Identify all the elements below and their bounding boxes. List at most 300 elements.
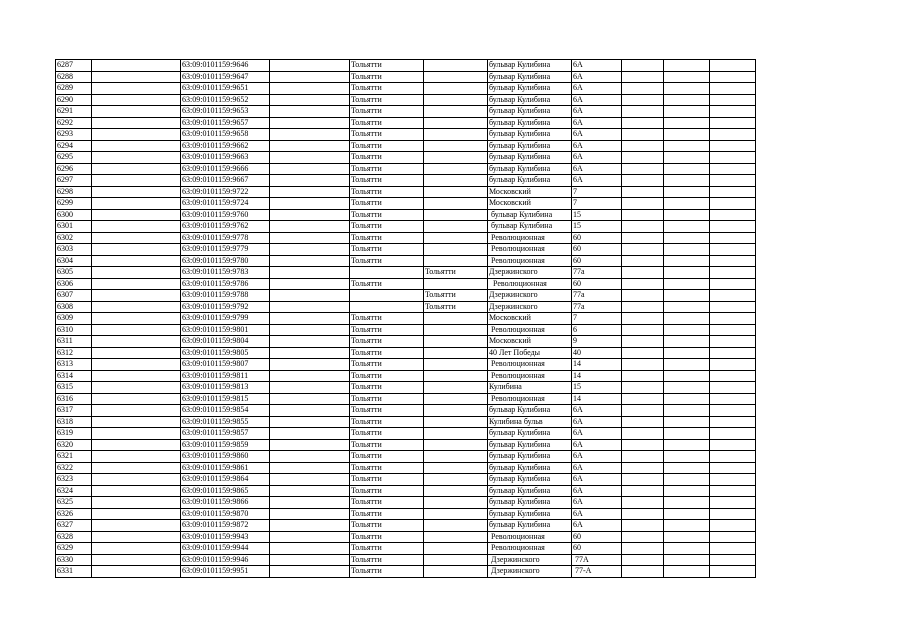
cell-blank-d [664,94,710,106]
cell-blank-b [270,232,350,244]
cell-blank-e [710,163,756,175]
table-row [56,198,756,210]
cell-blank-e [710,301,756,313]
cell-blank-e [710,497,756,509]
cell-city-alt [424,393,488,405]
table-row [56,232,756,244]
cell-house-number: 14 [572,370,622,382]
cell-cadastral-number: 63:09:0101159:9857 [181,428,270,440]
cell-blank-c [622,543,664,555]
cell-city: Тольятти [350,566,424,578]
cell-blank-a [92,301,181,313]
cell-cadastral-number: 63:09:0101159:9724 [181,198,270,210]
cell-blank-e [710,405,756,417]
table-row [56,324,756,336]
cell-blank-b [270,520,350,532]
cell-city: Тольятти [350,497,424,509]
cell-city-alt [424,129,488,141]
cell-blank-a [92,393,181,405]
cell-city: Тольятти [350,543,424,555]
cell-blank-b [270,393,350,405]
table-row [56,186,756,198]
table-row [56,163,756,175]
cell-city: Тольятти [350,163,424,175]
cell-row-number: 6307 [56,290,92,302]
cell-blank-b [270,244,350,256]
cell-blank-a [92,324,181,336]
table-row [56,462,756,474]
cell-blank-c [622,336,664,348]
cell-street: 40 Лет Победы [488,347,572,359]
cell-house-number: 15 [572,382,622,394]
cell-city: Тольятти [350,485,424,497]
cell-house-number: 6А [572,474,622,486]
cell-blank-a [92,255,181,267]
cell-blank-d [664,60,710,72]
cell-blank-c [622,451,664,463]
table-row [56,313,756,325]
cell-blank-a [92,278,181,290]
cell-blank-b [270,106,350,118]
cell-blank-b [270,439,350,451]
cell-blank-b [270,313,350,325]
cell-house-number: 6А [572,83,622,95]
cell-city-alt: Тольятти [424,301,488,313]
cell-row-number: 6311 [56,336,92,348]
cell-blank-b [270,278,350,290]
cell-blank-a [92,416,181,428]
cell-blank-e [710,451,756,463]
cell-blank-c [622,232,664,244]
cell-city-alt [424,324,488,336]
cell-blank-d [664,474,710,486]
cell-street: Революционная [488,232,572,244]
cell-house-number: 6А [572,129,622,141]
cell-house-number: 7 [572,198,622,210]
cell-blank-a [92,267,181,279]
cell-city-alt [424,370,488,382]
cell-blank-c [622,566,664,578]
cell-cadastral-number: 63:09:0101159:9658 [181,129,270,141]
cell-blank-d [664,140,710,152]
cell-blank-b [270,405,350,417]
cell-blank-e [710,474,756,486]
cell-blank-e [710,83,756,95]
cell-cadastral-number: 63:09:0101159:9762 [181,221,270,233]
cell-city-alt [424,462,488,474]
cell-cadastral-number: 63:09:0101159:9870 [181,508,270,520]
cell-city-alt: Тольятти [424,290,488,302]
cell-row-number: 6292 [56,117,92,129]
cell-blank-c [622,267,664,279]
table-row [56,94,756,106]
cell-cadastral-number: 63:09:0101159:9652 [181,94,270,106]
cell-cadastral-number: 63:09:0101159:9815 [181,393,270,405]
cell-blank-a [92,554,181,566]
table-row [56,209,756,221]
cell-city: Тольятти [350,83,424,95]
cell-house-number: 6А [572,451,622,463]
cell-blank-b [270,497,350,509]
cell-street: Революционная [488,531,572,543]
table-row [56,83,756,95]
cell-city: Тольятти [350,94,424,106]
cell-city: Тольятти [350,462,424,474]
cell-blank-b [270,186,350,198]
cell-city: Тольятти [350,428,424,440]
cell-city: Тольятти [350,232,424,244]
cell-house-number: 77а [572,267,622,279]
cell-city-alt [424,106,488,118]
cell-blank-d [664,370,710,382]
cell-blank-a [92,152,181,164]
table-row [56,255,756,267]
cell-cadastral-number: 63:09:0101159:9866 [181,497,270,509]
cell-city-alt [424,221,488,233]
cell-city: Тольятти [350,313,424,325]
cell-blank-e [710,566,756,578]
cell-city-alt [424,71,488,83]
cell-city-alt [424,428,488,440]
cell-blank-c [622,474,664,486]
cell-blank-b [270,416,350,428]
table-row [56,71,756,83]
cell-blank-a [92,175,181,187]
cell-city [350,290,424,302]
cell-blank-a [92,313,181,325]
table-row [56,267,756,279]
cell-city: Тольятти [350,347,424,359]
cell-blank-e [710,232,756,244]
cell-blank-c [622,186,664,198]
table-row [56,290,756,302]
table-row [56,60,756,72]
cell-cadastral-number: 63:09:0101159:9666 [181,163,270,175]
table-row [56,117,756,129]
cell-cadastral-number: 63:09:0101159:9653 [181,106,270,118]
cell-house-number: 6А [572,60,622,72]
cell-blank-b [270,301,350,313]
cell-house-number: 6 [572,324,622,336]
cell-blank-e [710,370,756,382]
cell-street: Революционная [488,278,572,290]
cell-blank-d [664,175,710,187]
cell-city-alt [424,186,488,198]
cell-city-alt [424,531,488,543]
cell-cadastral-number: 63:09:0101159:9788 [181,290,270,302]
cell-blank-e [710,485,756,497]
table-row [56,382,756,394]
cell-street: Дзержинского [488,301,572,313]
cell-blank-e [710,94,756,106]
cell-street: бульвар Кулибина [488,439,572,451]
cell-house-number: 6А [572,439,622,451]
cell-street: бульвар Кулибина [488,140,572,152]
cell-blank-c [622,198,664,210]
table-row [56,439,756,451]
cell-house-number: 6А [572,94,622,106]
cell-row-number: 6327 [56,520,92,532]
cell-blank-d [664,428,710,440]
cell-city-alt [424,485,488,497]
cell-blank-c [622,106,664,118]
cell-cadastral-number: 63:09:0101159:9647 [181,71,270,83]
cell-blank-b [270,290,350,302]
cell-blank-b [270,209,350,221]
table-row [56,474,756,486]
cell-house-number: 14 [572,359,622,371]
cell-row-number: 6290 [56,94,92,106]
cell-row-number: 6306 [56,278,92,290]
table-row [56,221,756,233]
cell-city-alt [424,209,488,221]
cell-row-number: 6322 [56,462,92,474]
cell-street: бульвар Кулибина [488,60,572,72]
cell-blank-b [270,474,350,486]
cell-cadastral-number: 63:09:0101159:9872 [181,520,270,532]
cell-street: бульвар Кулибина [488,209,572,221]
cell-city: Тольятти [350,439,424,451]
cell-blank-e [710,140,756,152]
table-row [56,497,756,509]
cell-blank-c [622,244,664,256]
cell-row-number: 6296 [56,163,92,175]
cell-blank-b [270,428,350,440]
cell-blank-c [622,508,664,520]
cell-blank-d [664,554,710,566]
cell-street: Революционная [488,370,572,382]
cell-blank-a [92,163,181,175]
cell-blank-e [710,106,756,118]
cell-house-number: 7 [572,186,622,198]
cell-blank-c [622,439,664,451]
cell-house-number: 60 [572,531,622,543]
cell-city-alt [424,520,488,532]
cell-blank-b [270,462,350,474]
cell-blank-e [710,428,756,440]
cell-blank-a [92,60,181,72]
cell-city-alt [424,439,488,451]
cell-row-number: 6289 [56,83,92,95]
cell-house-number: 6А [572,163,622,175]
cell-blank-e [710,60,756,72]
cell-blank-a [92,451,181,463]
cell-blank-b [270,175,350,187]
cell-blank-d [664,508,710,520]
cell-blank-c [622,359,664,371]
cell-city: Тольятти [350,508,424,520]
cell-blank-d [664,543,710,555]
cell-row-number: 6315 [56,382,92,394]
cell-blank-a [92,336,181,348]
cell-city: Тольятти [350,129,424,141]
cell-blank-b [270,94,350,106]
cell-blank-e [710,71,756,83]
cell-blank-d [664,324,710,336]
cell-blank-d [664,531,710,543]
cell-street: бульвар Кулибина [488,94,572,106]
cell-blank-a [92,543,181,555]
cell-blank-e [710,347,756,359]
cell-row-number: 6291 [56,106,92,118]
cell-blank-e [710,117,756,129]
table-row [56,520,756,532]
cell-blank-b [270,152,350,164]
cell-row-number: 6301 [56,221,92,233]
cell-blank-a [92,474,181,486]
cell-row-number: 6305 [56,267,92,279]
cell-house-number: 6А [572,497,622,509]
cell-blank-b [270,83,350,95]
cell-blank-e [710,313,756,325]
registry-table [55,59,756,578]
cell-house-number: 6А [572,117,622,129]
cell-row-number: 6293 [56,129,92,141]
cell-blank-a [92,428,181,440]
cell-street: бульвар Кулибина [488,520,572,532]
cell-blank-b [270,336,350,348]
cell-house-number: 6А [572,520,622,532]
cell-blank-c [622,428,664,440]
cell-street: Революционная [488,255,572,267]
cell-blank-a [92,462,181,474]
cell-street: бульвар Кулибина [488,117,572,129]
cell-blank-a [92,531,181,543]
cell-blank-d [664,232,710,244]
cell-street: Кулибина бульв [488,416,572,428]
cell-city-alt [424,278,488,290]
cell-cadastral-number: 63:09:0101159:9805 [181,347,270,359]
cell-city-alt [424,451,488,463]
cell-city-alt [424,313,488,325]
cell-city-alt [424,232,488,244]
table-row [56,106,756,118]
cell-blank-c [622,301,664,313]
cell-cadastral-number: 63:09:0101159:9786 [181,278,270,290]
cell-blank-b [270,60,350,72]
cell-blank-d [664,336,710,348]
table-row [56,129,756,141]
cell-city: Тольятти [350,370,424,382]
cell-blank-a [92,83,181,95]
cell-city: Тольятти [350,140,424,152]
cell-row-number: 6325 [56,497,92,509]
cell-cadastral-number: 63:09:0101159:9944 [181,543,270,555]
cell-blank-b [270,451,350,463]
cell-blank-d [664,405,710,417]
cell-city-alt [424,175,488,187]
cell-blank-e [710,531,756,543]
cell-city: Тольятти [350,278,424,290]
cell-blank-b [270,508,350,520]
cell-blank-b [270,566,350,578]
cell-row-number: 6319 [56,428,92,440]
cell-blank-b [270,198,350,210]
cell-city: Тольятти [350,554,424,566]
cell-city: Тольятти [350,382,424,394]
cell-blank-e [710,508,756,520]
cell-street: бульвар Кулибина [488,83,572,95]
cell-house-number: 40 [572,347,622,359]
cell-street: бульвар Кулибина [488,474,572,486]
cell-blank-a [92,221,181,233]
cell-row-number: 6304 [56,255,92,267]
cell-blank-a [92,508,181,520]
cell-blank-d [664,209,710,221]
cell-city-alt [424,255,488,267]
cell-blank-d [664,462,710,474]
cell-city-alt [424,94,488,106]
cell-blank-d [664,221,710,233]
cell-blank-a [92,405,181,417]
cell-street: бульвар Кулибина [488,129,572,141]
cell-house-number: 6А [572,485,622,497]
cell-blank-d [664,347,710,359]
cell-street: бульвар Кулибина [488,221,572,233]
table-row [56,301,756,313]
table-row [56,543,756,555]
cell-house-number: 6А [572,416,622,428]
cell-blank-d [664,359,710,371]
cell-blank-c [622,71,664,83]
cell-street: бульвар Кулибина [488,163,572,175]
cell-blank-d [664,485,710,497]
cell-blank-b [270,324,350,336]
cell-street: бульвар Кулибина [488,71,572,83]
cell-blank-c [622,382,664,394]
cell-house-number: 60 [572,232,622,244]
cell-city: Тольятти [350,71,424,83]
cell-blank-d [664,416,710,428]
cell-blank-b [270,117,350,129]
table-row [56,152,756,164]
cell-city: Тольятти [350,416,424,428]
cell-blank-a [92,347,181,359]
cell-city-alt [424,347,488,359]
table-row [56,531,756,543]
cell-cadastral-number: 63:09:0101159:9779 [181,244,270,256]
cell-city-alt [424,60,488,72]
cell-blank-c [622,94,664,106]
cell-house-number: 14 [572,393,622,405]
cell-cadastral-number: 63:09:0101159:9778 [181,232,270,244]
cell-row-number: 6287 [56,60,92,72]
cell-blank-c [622,278,664,290]
cell-city: Тольятти [350,198,424,210]
cell-city: Тольятти [350,244,424,256]
cell-house-number: 77а [572,290,622,302]
cell-blank-e [710,416,756,428]
cell-blank-b [270,359,350,371]
cell-house-number: 9 [572,336,622,348]
cell-city [350,267,424,279]
cell-city-alt [424,140,488,152]
cell-city: Тольятти [350,175,424,187]
cell-blank-d [664,163,710,175]
cell-blank-e [710,198,756,210]
cell-street: бульвар Кулибина [488,106,572,118]
cell-blank-c [622,554,664,566]
cell-blank-e [710,439,756,451]
cell-blank-e [710,520,756,532]
cell-blank-d [664,106,710,118]
cell-row-number: 6310 [56,324,92,336]
cell-cadastral-number: 63:09:0101159:9804 [181,336,270,348]
cell-city: Тольятти [350,336,424,348]
cell-blank-d [664,267,710,279]
cell-city-alt [424,543,488,555]
cell-blank-d [664,393,710,405]
